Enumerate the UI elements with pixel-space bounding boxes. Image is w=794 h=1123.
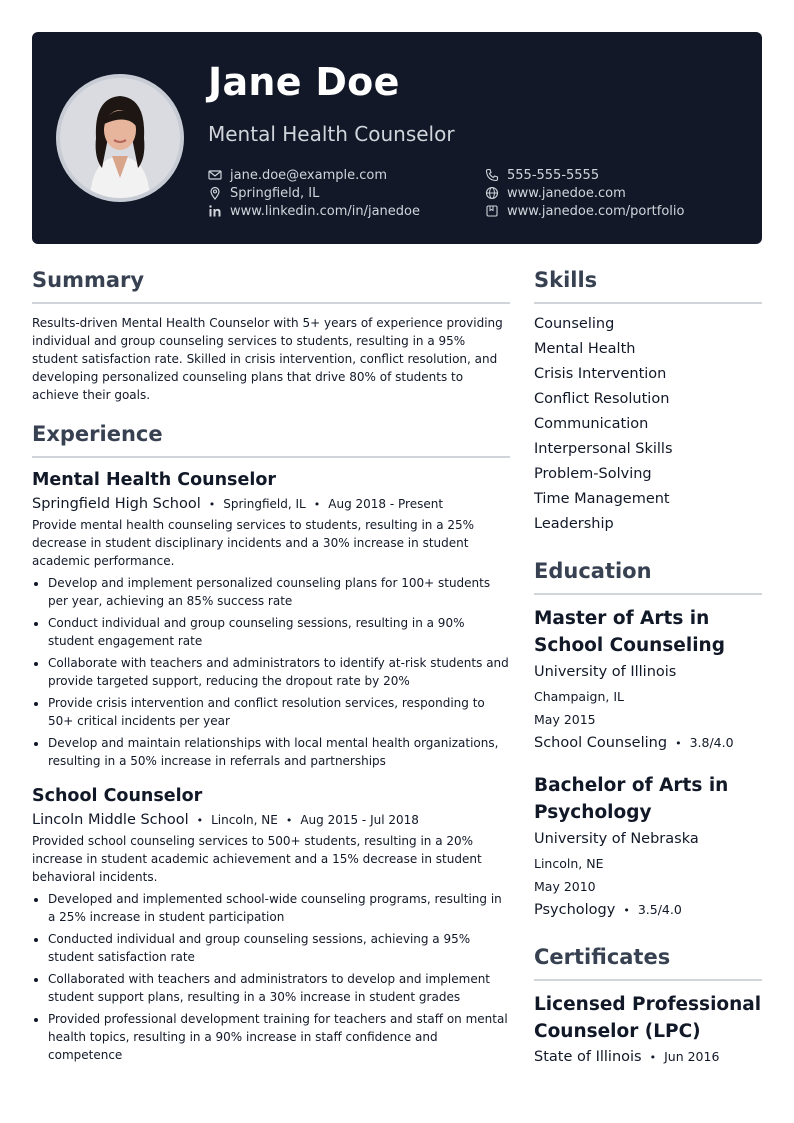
field-of-study: Psychology <box>534 902 616 918</box>
gpa: 3.5/4.0 <box>637 902 682 917</box>
job-meta <box>32 496 510 512</box>
job-bullet: • Provide crisis intervention and conflict resolution services, responding to 50+ critical incidents per year <box>48 694 510 730</box>
job-location: Springfield, IL <box>223 497 306 511</box>
skill-item: Crisis Intervention <box>534 366 667 382</box>
job-bullet: • Conduct individual and group counseling sessions, resulting in a 90% student engagement rate <box>48 614 510 650</box>
skill-item: Problem-Solving <box>534 466 652 482</box>
job-bullet: • Provided professional development training for teachers and staff on mental health topics, resulting in a 90% increase in staff confidence and competence <box>48 1010 510 1064</box>
education-heading: Education <box>534 559 762 595</box>
globe-icon <box>485 186 499 200</box>
skill-item: Interpersonal Skills <box>534 441 673 457</box>
job-title: Mental Health Counselor <box>32 470 276 490</box>
job-description: Provided school counseling services to 500+ students, resulting in a 20% increase in student academic achievement and a 15% decrease in student behavioral incidents. <box>32 834 482 884</box>
education-location: Lincoln, NE <box>534 856 604 871</box>
profile-photo <box>56 74 184 202</box>
education-field <box>534 731 762 756</box>
skills-heading: Skills <box>534 268 762 304</box>
portfolio-icon <box>485 204 499 218</box>
certificates-heading: Certificates <box>534 945 762 981</box>
job-bullet: • Develop and implement personalized counseling plans for 100+ students per year, achieving an 85% success rate <box>48 574 510 610</box>
education-location: Champaign, IL <box>534 689 625 704</box>
field-of-study: School Counseling <box>534 735 668 751</box>
experience-item <box>32 468 510 770</box>
certificate-meta <box>534 1045 762 1070</box>
education-field <box>534 898 762 923</box>
summary-heading: Summary <box>32 268 510 304</box>
job-title: School Counselor <box>32 786 203 806</box>
contact-portfolio[interactable] <box>485 202 685 220</box>
main-column <box>32 268 510 1068</box>
contact-linkedin-text: www.linkedin.com/in/janedoe <box>230 203 420 219</box>
candidate-name: Jane Doe <box>208 60 400 104</box>
skill-item: Leadership <box>534 516 614 532</box>
job-company: Springfield High School <box>32 496 201 512</box>
contact-email[interactable] <box>208 166 387 184</box>
education-item <box>534 772 762 923</box>
phone-icon <box>485 168 499 182</box>
education-school: University of Nebraska <box>534 831 699 847</box>
job-bullets <box>32 574 510 770</box>
job-bullet: • Develop and maintain relationships with local mental health organizations, resulting in a 50% increase in referrals and partnerships <box>48 734 510 770</box>
job-bullet: • Collaborated with teachers and administrators to develop and implement student support plans, resulting in a 30% increase in student grades <box>48 970 510 1006</box>
job-dates: Aug 2018 - Present <box>328 497 444 511</box>
skill-item: Conflict Resolution <box>534 391 670 407</box>
contact-phone-text: 555-555-5555 <box>507 167 600 183</box>
location-icon <box>208 186 222 200</box>
summary-text: Results-driven Mental Health Counselor with 5+ years of experience providing individual and group counseling services to students, resulting in a 95% student satisfaction rate. Skilled in crisis intervention, conflict resolution, and developing personalized counseling plans that drive 80% of students to achieve their goals. <box>32 316 503 402</box>
email-icon <box>208 168 222 182</box>
education-date: May 2015 <box>534 712 596 727</box>
contact-email-text: jane.doe@example.com <box>230 167 388 183</box>
certificate-issuer: State of Illinois <box>534 1049 642 1065</box>
education-date: May 2010 <box>534 879 596 894</box>
job-dates: Aug 2015 - Jul 2018 <box>300 813 419 827</box>
skills-list <box>534 312 762 537</box>
degree-title: Master of Arts in School Counseling <box>534 608 725 656</box>
experience-item <box>32 784 510 1064</box>
contact-phone[interactable] <box>485 166 599 184</box>
separator-dot: • <box>623 904 630 917</box>
job-bullet: • Developed and implemented school-wide counseling programs, resulting in a 25% increase in student participation <box>48 890 510 926</box>
separator-dot: • <box>196 814 204 827</box>
job-bullet: • Conducted individual and group counseling sessions, achieving a 95% student satisfaction rate <box>48 930 510 966</box>
contact-location <box>208 184 319 202</box>
separator-dot: • <box>675 737 682 750</box>
contact-portfolio-text: www.janedoe.com/portfolio <box>507 203 685 219</box>
job-bullet: • Collaborate with teachers and administrators to identify at-risk students and provide targeted support, reducing the dropout rate by 20% <box>48 654 510 690</box>
separator-dot: • <box>285 814 293 827</box>
skill-item: Communication <box>534 416 649 432</box>
contact-website-text: www.janedoe.com <box>507 185 626 201</box>
skill-item: Time Management <box>534 491 670 507</box>
candidate-role: Mental Health Counselor <box>208 122 455 146</box>
job-description: Provide mental health counseling services to students, resulting in a 25% decrease in student disciplinary incidents and a 30% increase in student academic performance. <box>32 518 475 568</box>
contact-linkedin[interactable] <box>208 202 420 220</box>
separator-dot: • <box>649 1051 657 1064</box>
certificate-date: Jun 2016 <box>664 1049 720 1064</box>
certificate-item <box>534 991 762 1070</box>
job-location: Lincoln, NE <box>211 813 278 827</box>
skill-item: Counseling <box>534 316 615 332</box>
job-company: Lincoln Middle School <box>32 812 189 828</box>
certificate-name: Licensed Professional Counselor (LPC) <box>534 994 762 1042</box>
experience-heading: Experience <box>32 422 510 458</box>
education-school: University of Illinois <box>534 664 677 680</box>
job-bullets <box>32 890 510 1064</box>
gpa: 3.8/4.0 <box>689 735 734 750</box>
contact-location-text: Springfield, IL <box>230 185 320 201</box>
degree-title: Bachelor of Arts in Psychology <box>534 775 729 823</box>
education-item <box>534 605 762 756</box>
linkedin-icon <box>208 204 222 218</box>
skill-item: Mental Health <box>534 341 636 357</box>
separator-dot: • <box>313 498 321 511</box>
separator-dot: • <box>208 498 216 511</box>
contact-website[interactable] <box>485 184 626 202</box>
job-meta <box>32 812 510 828</box>
sidebar-column <box>534 268 762 1070</box>
resume-header <box>32 32 762 244</box>
